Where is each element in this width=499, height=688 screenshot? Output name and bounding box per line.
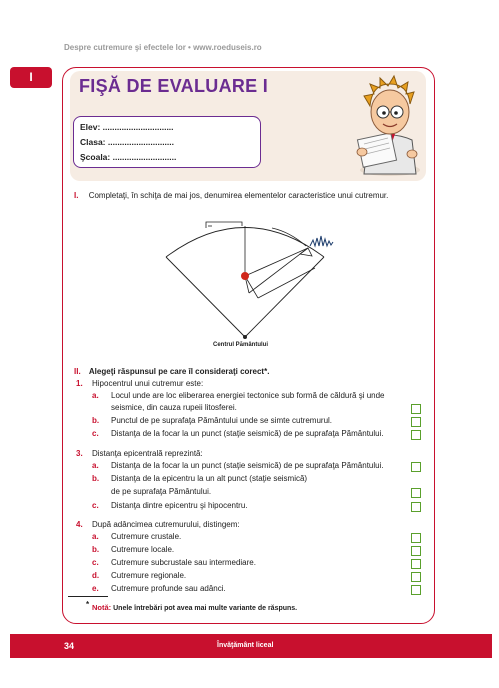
option-row [92, 558, 256, 567]
note-label: Notă: [92, 603, 112, 612]
earth-center-point [243, 335, 247, 339]
option-row [92, 532, 182, 541]
option-row [92, 416, 333, 425]
answer-checkbox[interactable] [411, 462, 421, 472]
option-text: Cutremure subcrustale sau intermediare. [111, 558, 256, 567]
option-text: Cutremure crustale. [111, 532, 182, 541]
page-number: 34 [64, 641, 75, 651]
option-text: Distanţa de la epicentru la un alt punct (staţie seismică) [111, 474, 308, 483]
question-4 [76, 520, 240, 529]
question-number: 4. [76, 520, 83, 529]
student-illustration [350, 70, 430, 180]
school-field[interactable]: Şcoala: ........................... [80, 152, 177, 162]
answer-checkbox[interactable] [411, 572, 421, 582]
earth-radius-left [166, 257, 245, 337]
earth-radius-right [245, 257, 324, 337]
answer-checkbox[interactable] [411, 559, 421, 569]
option-row [92, 501, 248, 510]
option-text: Distanţa de la focar la un punct (staţie seismică) de pe suprafaţa Pământului. [111, 461, 384, 470]
option-row [92, 571, 187, 580]
answer-checkbox[interactable] [411, 533, 421, 543]
focus-point [241, 272, 249, 280]
section-2-numeral: II. [74, 367, 81, 376]
question-number: 1. [76, 379, 83, 388]
option-letter: e. [92, 584, 99, 593]
section-1-numeral: I. [74, 191, 79, 200]
footnote [86, 600, 298, 612]
option-text: Distanţa de la focar la un punct (staţie seismică) de pe suprafaţa Pământului. [111, 429, 384, 438]
option-text: Locul unde are loc eliberarea energiei tectonice sub formă de căldură şi unde [111, 391, 385, 400]
question-number: 3. [76, 449, 83, 458]
option-text: Cutremure profunde sau adânci. [111, 584, 226, 593]
question-text: Distanţa epicentrală reprezintă: [92, 449, 203, 458]
earth-center-label: Centrul Pământului [213, 342, 269, 348]
answer-checkbox[interactable] [411, 430, 421, 440]
section-1-heading [74, 191, 388, 200]
option-letter: a. [92, 391, 99, 400]
question-text: Hipocentrul unui cutremur este: [92, 379, 204, 388]
section-2-instruction: Alegeţi răspunsul pe care îl consideraţi corect*. [88, 367, 270, 376]
section-2-heading [74, 367, 269, 376]
option-letter: b. [92, 416, 100, 425]
option-letter: d. [92, 571, 100, 580]
answer-checkbox[interactable] [411, 417, 421, 427]
option-row [92, 474, 308, 483]
option-letter: a. [92, 461, 99, 470]
option-row [92, 429, 384, 438]
note-text: Unele întrebări pot avea mai multe variante de răspuns. [113, 605, 298, 612]
page-title: FIŞĂ DE EVALUARE I [79, 76, 269, 96]
answer-checkbox[interactable] [411, 502, 421, 512]
class-field[interactable]: Clasa: ............................ [80, 137, 174, 147]
section-tab: I [10, 67, 52, 88]
option-row [92, 461, 384, 470]
note-asterisk: * [86, 600, 90, 609]
running-header: Despre cutremure şi efectele lor • www.roeduseis.ro [64, 43, 262, 52]
option-letter: b. [92, 545, 100, 554]
earthquake-diagram [150, 210, 340, 360]
section-1-instruction: Completaţi, în schiţa de mai jos, denumirea elementelor caracteristice unui cutremur. [88, 191, 389, 200]
answer-checkbox[interactable] [411, 488, 421, 498]
question-3 [76, 449, 203, 458]
option-letter: c. [92, 501, 99, 510]
option-row [92, 584, 226, 593]
option-letter: a. [92, 532, 99, 541]
question-1 [76, 379, 204, 388]
option-text-continued: de pe suprafaţa Pământului. [111, 487, 212, 496]
answer-checkbox[interactable] [411, 585, 421, 595]
option-letter: c. [92, 558, 99, 567]
option-text: Punctul de pe suprafaţa Pământului unde se simte cutremurul. [111, 416, 333, 425]
option-letter: b. [92, 474, 100, 483]
answer-checkbox[interactable] [411, 546, 421, 556]
option-text-continued: seismice, din cauza rupeii litosferei. [111, 403, 237, 412]
question-text: După adâncimea cutremurului, distingem: [92, 520, 240, 529]
option-row [92, 545, 175, 554]
student-name-field[interactable]: Elev: .............................. [80, 122, 174, 132]
seismograph-wave [310, 236, 333, 246]
option-text: Cutremure regionale. [111, 571, 187, 580]
answer-checkbox[interactable] [411, 404, 421, 414]
footer-title: Învăţământ liceal [217, 642, 274, 649]
option-row [92, 391, 385, 400]
option-letter: c. [92, 429, 99, 438]
option-text: Distanţa dintre epicentru şi hipocentru. [111, 501, 248, 510]
note-divider [68, 596, 108, 597]
option-text: Cutremure locale. [111, 545, 175, 554]
